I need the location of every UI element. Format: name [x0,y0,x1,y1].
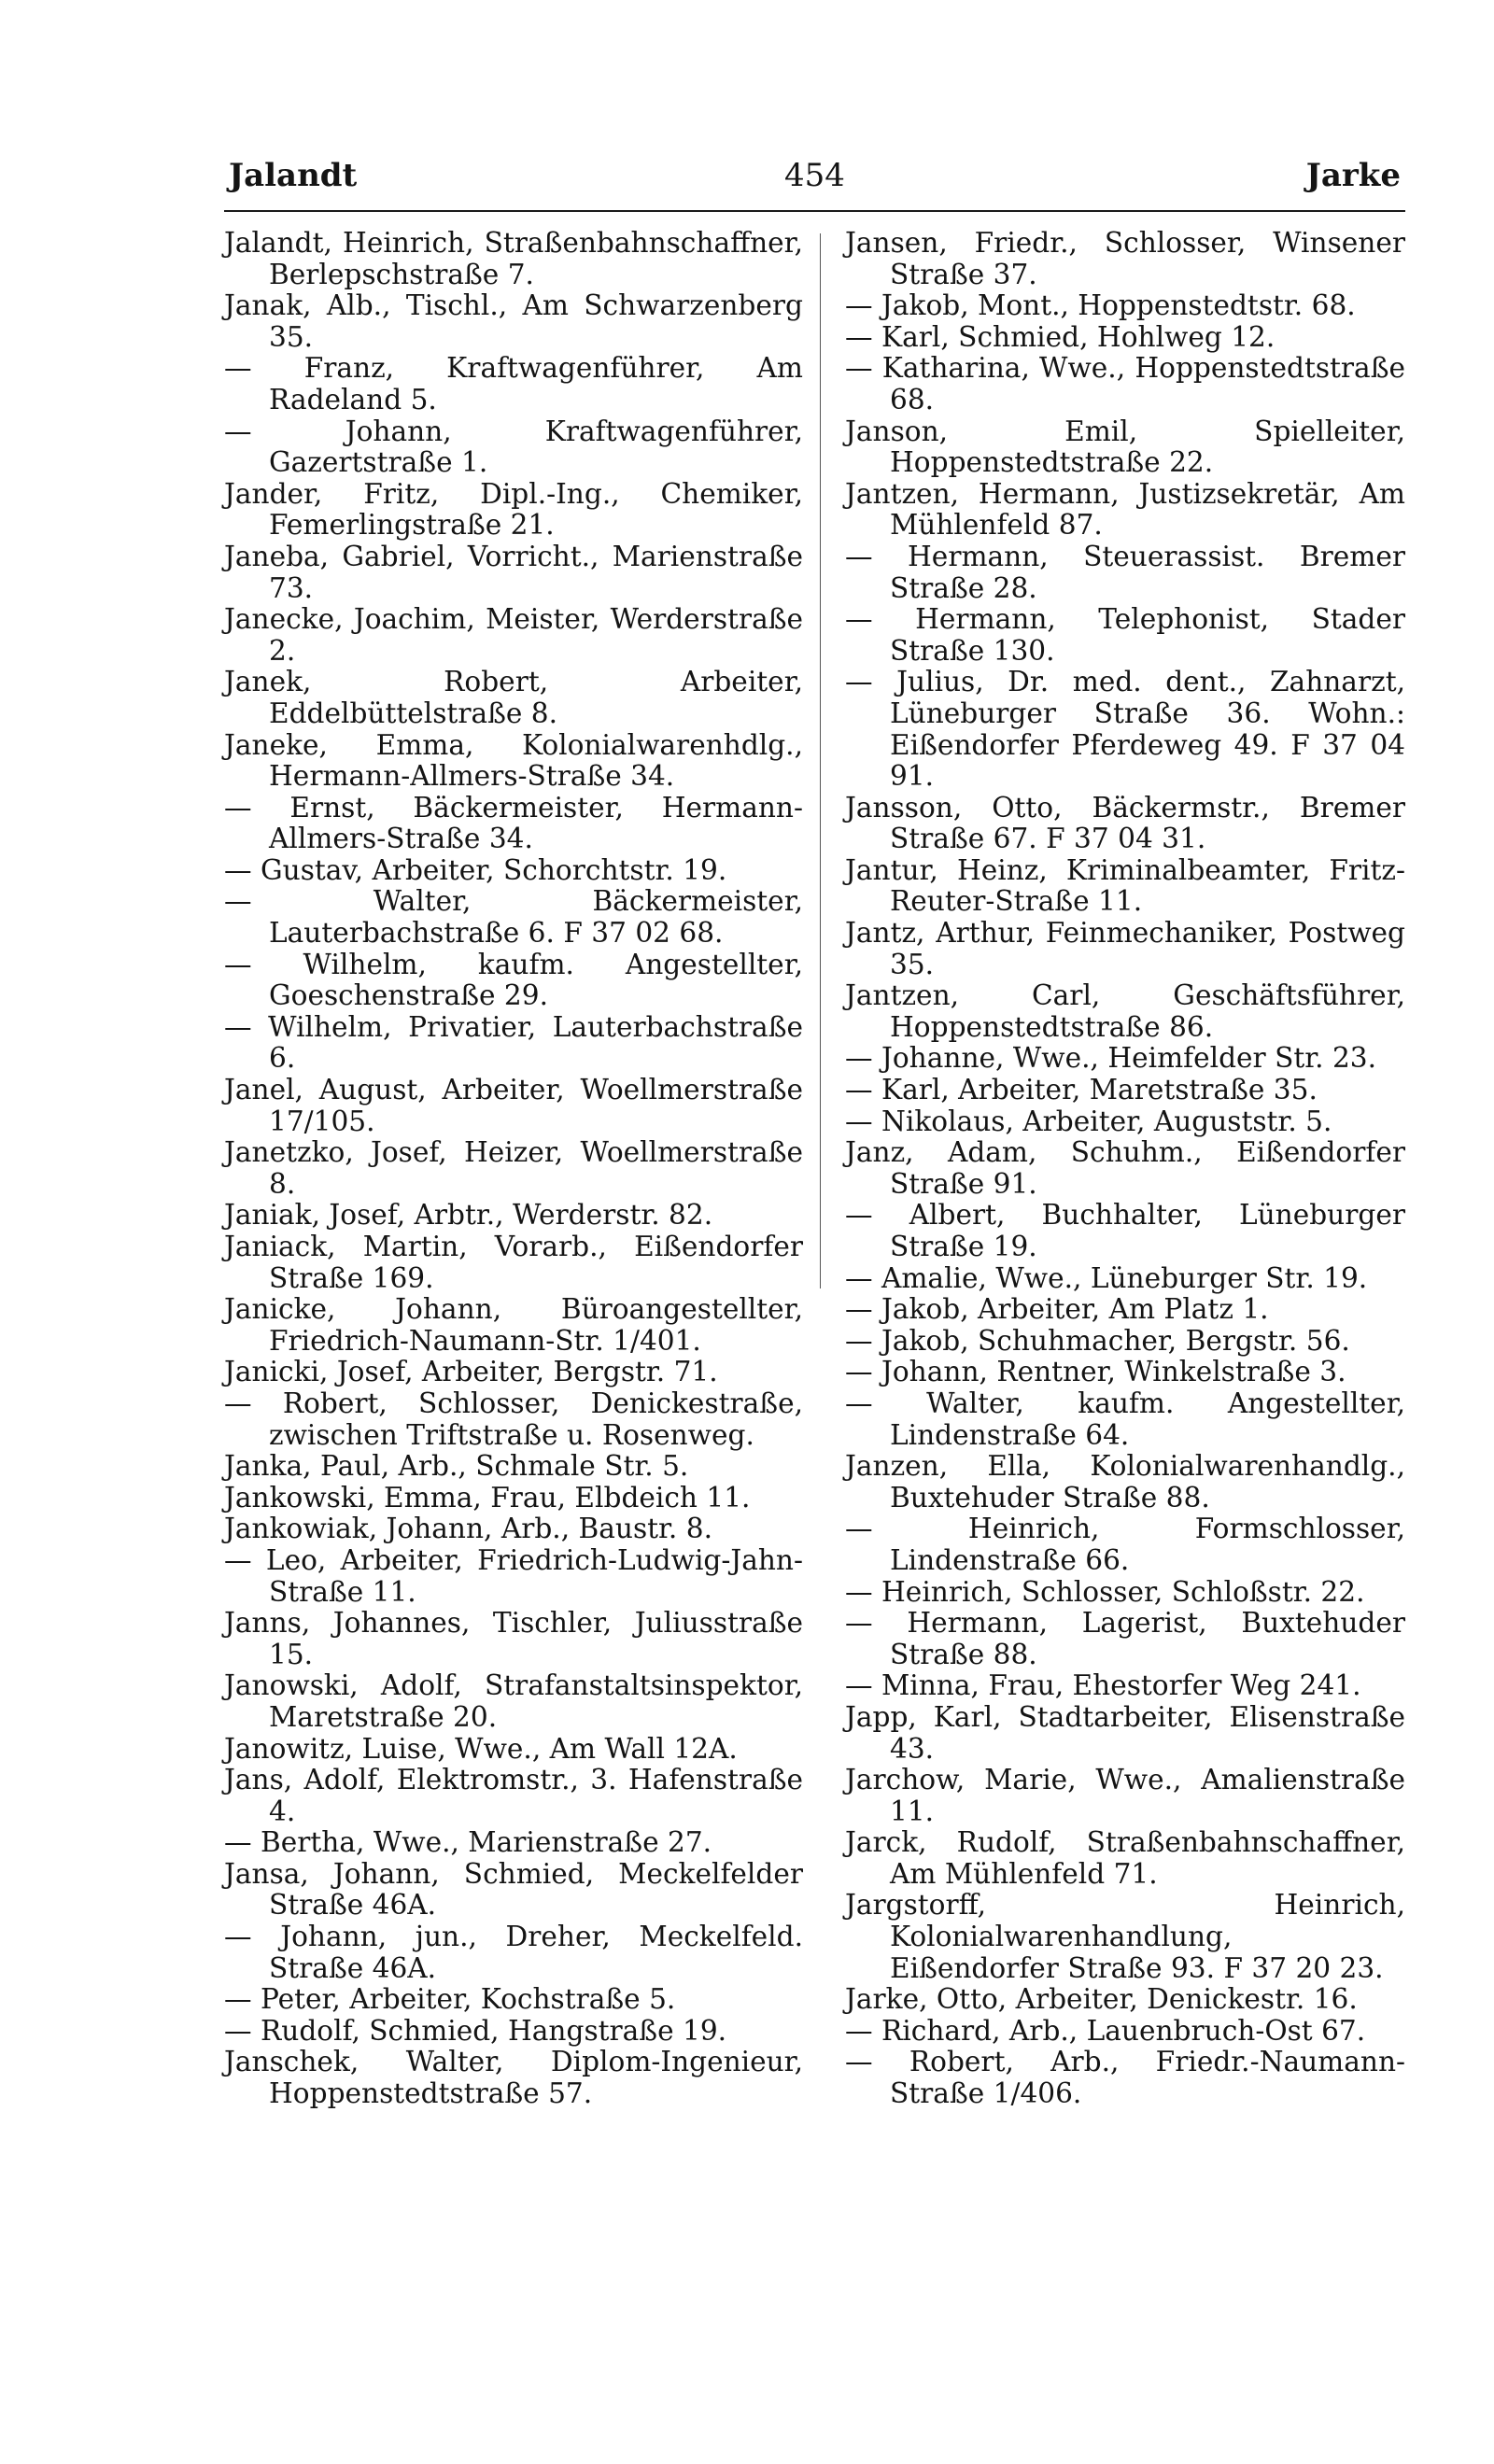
directory-entry: — Heinrich, Formschlosser, Lindenstraße 66. [845,1513,1405,1576]
directory-entry: Janz, Adam, Schuhm., Eißendorfer Straße 91. [845,1136,1405,1200]
directory-entry: Janiak, Josef, Arbtr., Werderstr. 82. [224,1199,713,1232]
directory-entry: — Walter, Bäckermeister, Lauterbachstraße 6. F 37 02 68. [224,885,803,950]
directory-entry: — Hermann, Steuerassist. Bremer Straße 28. [845,540,1405,604]
left-column [224,228,803,2110]
directory-entry: Jalandt, Heinrich, Straßenbahnschaffner, Berlepschstraße 7. [224,227,803,290]
directory-entry: — Wilhelm, Privatier, Lauterbachstraße 6. [224,1010,803,1075]
directory-entry: Janowski, Adolf, Strafanstaltsinspektor, Maretstraße 20. [224,1669,803,1733]
directory-entry: — Minna, Frau, Ehestorfer Weg 241. [845,1669,1361,1702]
directory-entry: — Gustav, Arbeiter, Schorchtstr. 19. [224,853,727,886]
column-divider [820,233,821,1288]
directory-entry: Janzen, Ella, Kolonialwarenhandlg., Buxtehuder Straße 88. [845,1450,1405,1514]
directory-entry: — Peter, Arbeiter, Kochstraße 5. [224,1983,676,2016]
directory-entry: Japp, Karl, Stadtarbeiter, Elisenstraße 43. [845,1700,1405,1765]
directory-entry: Janeke, Emma, Kolonialwarenhdlg., Hermann-Allmers-Straße 34. [224,728,803,793]
directory-entry: Janowitz, Luise, Wwe., Am Wall 12A. [224,1732,738,1765]
directory-entry: — Ernst, Bäckermeister, Hermann-Allmers-Straße 34. [224,791,803,855]
header-rule [224,210,1405,212]
directory-entry: — Robert, Arb., Friedr.-Naumann-Straße 1/406. [845,2046,1405,2110]
directory-entry: Janek, Robert, Arbeiter, Eddelbüttelstraße 8. [224,666,803,729]
directory-entry: — Jakob, Arbeiter, Am Platz 1. [845,1293,1269,1326]
directory-entry: — Walter, kaufm. Angestellter, Lindenstraße 64. [845,1387,1405,1451]
directory-entry: Janicki, Josef, Arbeiter, Bergstr. 71. [224,1356,718,1388]
directory-entry: Jansson, Otto, Bäckermstr., Bremer Straße 67. F 37 04 31. [845,791,1405,855]
page-number: 454 [784,157,845,194]
right-column [845,228,1405,2110]
directory-entry: Jansa, Johann, Schmied, Meckelfelder Straße 46A. [224,1857,803,1922]
directory-entry: — Amalie, Wwe., Lüneburger Str. 19. [845,1261,1368,1294]
directory-entry: Jansen, Friedr., Schlosser, Winsener Straße 37. [845,227,1405,290]
directory-entry: Janicke, Johann, Büroangestellter, Friedrich-Naumann-Str. 1/401. [224,1293,803,1357]
directory-entry: — Wilhelm, kaufm. Angestellter, Goeschenstraße 29. [224,948,803,1012]
directory-entry: — Leo, Arbeiter, Friedrich-Ludwig-Jahn-Straße 11. [224,1543,803,1608]
directory-entry: Jarchow, Marie, Wwe., Amalienstraße 11. [845,1764,1405,1827]
directory-entry: — Nikolaus, Arbeiter, Auguststr. 5. [845,1105,1332,1137]
directory-entry: — Karl, Schmied, Hohlweg 12. [845,320,1276,353]
directory-entry: Janak, Alb., Tischl., Am Schwarzenberg 35. [224,289,803,353]
directory-entry: Jander, Fritz, Dipl.-Ing., Chemiker, Femerlingstraße 21. [224,477,803,542]
directory-entry: Jantzen, Hermann, Justizsekretär, Am Mühlenfeld 87. [845,477,1405,542]
directory-entry: — Rudolf, Schmied, Hangstraße 19. [224,2014,727,2047]
page-header [229,157,1401,204]
directory-entry: Janel, August, Arbeiter, Woellmerstraße 17/105. [224,1074,803,1137]
directory-entry: Jargstorff, Heinrich, Kolonialwarenhandlung, Eißendorfer Straße 93. F 37 20 23. [845,1889,1405,1984]
directory-entry: Janetzko, Josef, Heizer, Woellmerstraße 8. [224,1136,803,1200]
directory-entry: — Hermann, Lagerist, Buxtehuder Straße 88. [845,1607,1405,1670]
directory-entry: Jantzen, Carl, Geschäftsführer, Hoppenstedtstraße 86. [845,979,1405,1043]
header-first-name: Jalandt [229,157,358,194]
directory-entry: Jankowski, Emma, Frau, Elbdeich 11. [224,1481,751,1514]
directory-entry: Jantur, Heinz, Kriminalbeamter, Fritz-Reuter-Straße 11. [845,853,1405,918]
directory-entry: — Bertha, Wwe., Marienstraße 27. [224,1826,712,1859]
directory-entry: — Johann, Kraftwagenführer, Gazertstraße 1. [224,415,803,479]
directory-entry: Janns, Johannes, Tischler, Juliusstraße 15. [224,1607,803,1670]
directory-entry: Janka, Paul, Arb., Schmale Str. 5. [224,1450,689,1483]
directory-entry: — Albert, Buchhalter, Lüneburger Straße 19. [845,1199,1405,1262]
directory-entry: Janiack, Martin, Vorarb., Eißendorfer Straße 169. [224,1231,803,1294]
directory-entry: — Franz, Kraftwagenführer, Am Radeland 5. [224,352,803,415]
directory-entry: — Jakob, Mont., Hoppenstedtstr. 68. [845,289,1356,322]
directory-entry: — Richard, Arb., Lauenbruch-Ost 67. [845,2014,1366,2047]
directory-entry: Janecke, Joachim, Meister, Werderstraße 2. [224,603,803,667]
directory-entry: — Katharina, Wwe., Hoppenstedtstraße 68. [845,352,1405,415]
directory-entry: — Robert, Schlosser, Denickestraße, zwischen Triftstraße u. Rosenweg. [224,1387,803,1451]
directory-entry: — Heinrich, Schlosser, Schloßstr. 22. [845,1575,1365,1608]
directory-entry: — Julius, Dr. med. dent., Zahnarzt, Lüneburger Straße 36. Wohn.: Eißendorfer Pferdeweg 49. F 37 04 91. [845,666,1405,793]
directory-entry: — Johann, jun., Dreher, Meckelfeld. Straße 46A. [224,1921,803,1984]
header-last-name: Jarke [1305,157,1401,194]
directory-entry: — Hermann, Telephonist, Stader Straße 130. [845,603,1405,667]
directory-entry: Jans, Adolf, Elektromstr., 3. Hafenstraße 4. [224,1764,803,1827]
directory-entry: Janson, Emil, Spielleiter, Hoppenstedtstraße 22. [845,415,1405,479]
directory-entry: — Johanne, Wwe., Heimfelder Str. 23. [845,1042,1377,1075]
directory-entry: Jankowiak, Johann, Arb., Baustr. 8. [224,1513,712,1545]
directory-entry: — Karl, Arbeiter, Maretstraße 35. [845,1074,1318,1106]
directory-entry: Jarck, Rudolf, Straßenbahnschaffner, Am Mühlenfeld 71. [845,1826,1405,1890]
directory-entry: Jantz, Arthur, Feinmechaniker, Postweg 35. [845,917,1405,980]
directory-entry: — Jakob, Schuhmacher, Bergstr. 56. [845,1324,1350,1357]
directory-entry: Janeba, Gabriel, Vorricht., Marienstraße 73. [224,540,803,604]
directory-entry: — Johann, Rentner, Winkelstraße 3. [845,1356,1346,1388]
directory-entry: Jarke, Otto, Arbeiter, Denickestr. 16. [845,1983,1358,2016]
directory-entry: Janschek, Walter, Diplom-Ingenieur, Hoppenstedtstraße 57. [224,2046,803,2110]
